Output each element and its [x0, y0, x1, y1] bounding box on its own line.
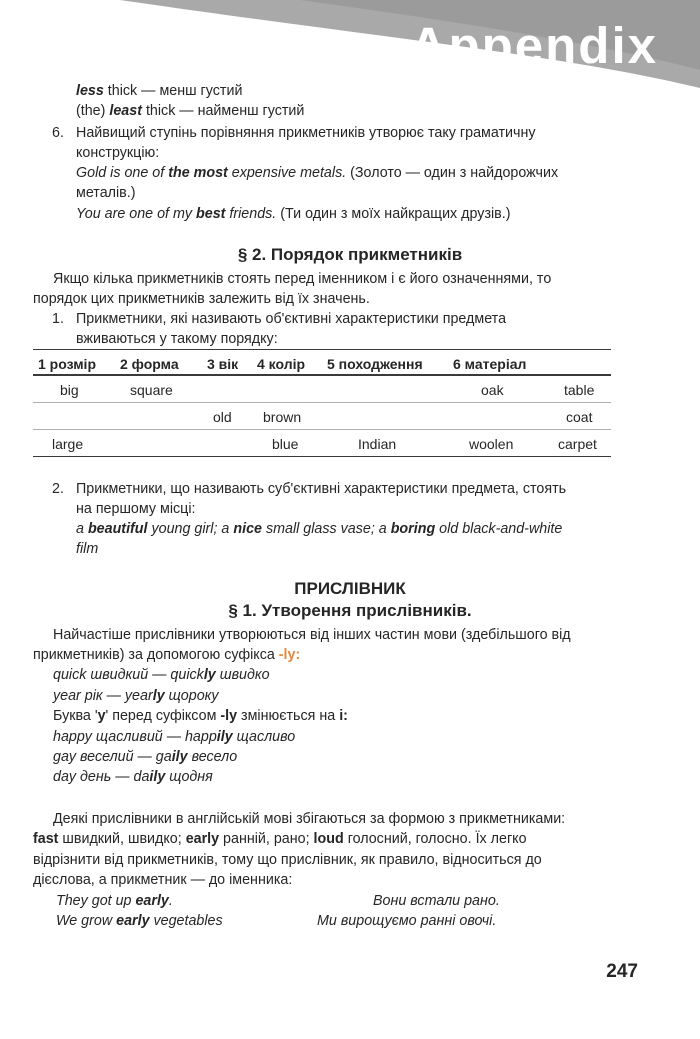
- table-cell: large: [52, 436, 84, 452]
- example-friends: You are one of my best friends. (Ти один з моїх найкращих друзів.): [76, 206, 511, 222]
- item6-text-line2: конструкцію:: [76, 145, 160, 161]
- adverb-example-gaily: gay веселий — gaily весело: [53, 749, 238, 765]
- adverb-intro-line1: Найчастіше прислівники утворюються від інших частин мови (здебільшого від: [53, 627, 571, 643]
- table-cell: old: [213, 409, 232, 425]
- adverb-example-daily: day день — daily щодня: [53, 769, 213, 785]
- sameform-line4: дієслова, а прикметник — до іменника:: [33, 872, 293, 888]
- item6-text-line1: Найвищий ступінь порівняння прикметників утворює таку граматичну: [76, 125, 536, 141]
- adverb-example-quickly: quick швидкий — quickly швидко: [53, 667, 270, 683]
- table-cell: oak: [481, 382, 504, 398]
- table-cell: woolen: [469, 436, 514, 452]
- table-header-colour: 4 колір: [257, 356, 306, 372]
- item-number: 6.: [52, 125, 64, 141]
- table-cell: coat: [566, 409, 593, 425]
- example-gold-line2: металів.): [76, 185, 136, 201]
- table-header-size: 1 розмір: [38, 356, 97, 372]
- adverb-example-yearly: year рік — yearly щороку: [53, 688, 219, 704]
- order-item2-example-line1: a beautiful young girl; a nice small glass vase; a boring old black-and-white: [76, 521, 563, 537]
- table-bottom-rule: [33, 456, 611, 457]
- item-number: 1.: [52, 311, 64, 327]
- order-intro-line2: порядок цих прикметників залежить від їх значень.: [33, 291, 370, 307]
- adverb-intro-line2: прикметників) за допомогою суфікса -ly:: [33, 647, 301, 663]
- table-cell: brown: [263, 409, 302, 425]
- order-item1-line2: вживаються у такому порядку:: [76, 331, 278, 347]
- sameform-line3: відрізнити від прикметників, тому що прислівник, як правило, відноситься до: [33, 852, 542, 868]
- page-number: 247: [606, 961, 638, 982]
- order-intro-line1: Якщо кілька прикметників стоять перед іменником і є його означеннями, то: [53, 271, 552, 287]
- table-header-origin: 5 походження: [327, 356, 423, 372]
- sameform-example-en-2: We grow early vegetables: [56, 913, 223, 929]
- order-item2-line1: Прикметники, що називають суб'єктивні характеристики предмета, стоять: [76, 481, 567, 497]
- sameform-line1: Деякі прислівники в англійській мові збігаються за формою з прикметниками:: [53, 811, 566, 827]
- sameform-example-en-1: They got up early.: [56, 893, 173, 909]
- sameform-example-ua-2: Ми вирощуємо ранні овочі.: [317, 913, 497, 929]
- section-heading-adverb: ПРИСЛІВНИК: [294, 579, 406, 598]
- appendix-title: Appendix: [409, 17, 658, 74]
- comparison-line-less: less thick — менш густий: [76, 83, 243, 99]
- table-cell: blue: [272, 436, 299, 452]
- table-cell: square: [130, 382, 173, 398]
- section-heading-adverb-formation: § 1. Утворення прислівників.: [228, 601, 472, 620]
- table-header-material: 6 матеріал: [453, 356, 527, 372]
- table-header-rule: [33, 374, 611, 376]
- table-cell: Indian: [358, 436, 397, 452]
- table-cell: table: [564, 382, 595, 398]
- adverb-rule-y: Буква 'y' перед суфіксом -ly змінюється на i:: [53, 708, 348, 724]
- table-header-shape: 2 форма: [120, 356, 179, 372]
- order-item1-line1: Прикметники, які називають об'єктивні характеристики предмета: [76, 311, 507, 327]
- table-cell: carpet: [558, 436, 597, 452]
- table-header-age: 3 вік: [207, 356, 239, 372]
- sameform-example-ua-1: Вони встали рано.: [373, 893, 500, 909]
- order-item2-line2: на першому місці:: [76, 501, 196, 517]
- table-row-rule: [33, 402, 611, 403]
- order-item2-example-line2: film: [76, 541, 99, 557]
- table-top-rule: [33, 349, 611, 350]
- comparison-line-least: (the) least thick — найменш густий: [76, 103, 305, 119]
- item-number: 2.: [52, 481, 64, 497]
- table-cell: big: [60, 382, 79, 398]
- example-gold-line1: Gold is one of the most expensive metals. (Золото — один з найдорожчих: [76, 165, 559, 181]
- table-row-rule: [33, 429, 611, 430]
- section-heading-adjective-order: § 2. Порядок прикметників: [237, 245, 463, 264]
- sameform-line2: fast швидкий, швидко; early ранній, рано; loud голосний, голосно. Їх легко: [33, 831, 527, 847]
- adverb-example-happily: happy щасливий — happily щасливо: [53, 729, 296, 745]
